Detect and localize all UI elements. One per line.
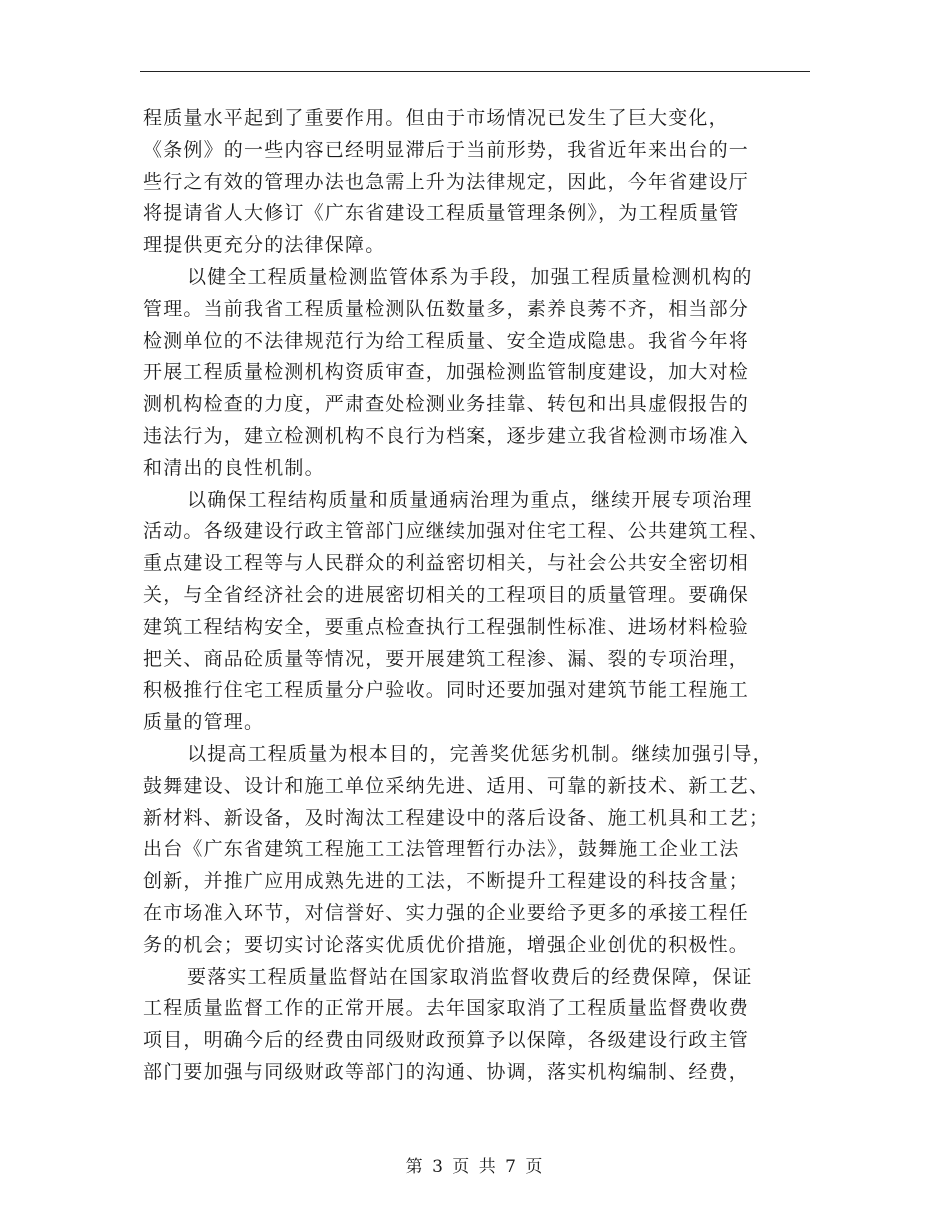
page-number: 第 3 页 共 7 页 <box>405 1157 545 1177</box>
text-line: 质量的管理。 <box>143 711 265 734</box>
paragraph <box>143 739 808 962</box>
text-line: 务的机会；要切实讨论落实优质优价措施，增强企业创优的积极性。 <box>143 933 750 956</box>
text-line: 关，与全省经济社会的进展密切相关的工程项目的质量管理。要确保 <box>143 583 750 606</box>
text-line: 些行之有效的管理办法也急需上升为法律规定，因此，今年省建设厅 <box>143 170 750 193</box>
text-line: 以健全工程质量检测监管体系为手段，加强工程质量检测机构的 <box>187 265 753 288</box>
text-line: 开展工程质量检测机构资质审查，加强检测监管制度建设，加大对检 <box>143 361 750 384</box>
header-rule <box>140 71 810 72</box>
paragraph <box>143 485 808 739</box>
text-line: 将提请省人大修订《广东省建设工程质量管理条例》，为工程质量管 <box>143 202 740 225</box>
text-line: 创新，并推广应用成熟先进的工法，不断提升工程建设的科技含量； <box>143 870 750 893</box>
text-line: 出台《广东省建筑工程施工工法管理暂行办法》，鼓舞施工企业工法 <box>143 838 740 861</box>
text-line: 活动。各级建设行政主管部门应继续加强对住宅工程、公共建筑工程、 <box>143 520 770 543</box>
text-line: 违法行为，建立检测机构不良行为档案，逐步建立我省检测市场准入 <box>143 424 750 447</box>
text-line: 程质量水平起到了重要作用。但由于市场情况已发生了巨大变化， <box>143 107 729 129</box>
text-line: 项目，明确今后的经费由同级财政预算予以保障，各级建设行政主管 <box>143 1029 750 1052</box>
text-line: 以提高工程质量为根本目的，完善奖优惩劣机制。继续加强引导， <box>187 742 773 765</box>
text-line: 鼓舞建设、设计和施工单位采纳先进、适用、可靠的新技术、新工艺、 <box>143 774 770 797</box>
text-line: 积极推行住宅工程质量分户验收。同时还要加强对建筑节能工程施工 <box>143 679 750 702</box>
text-line: 和清出的良性机制。 <box>143 456 325 479</box>
document-body <box>143 103 808 1089</box>
text-line: 测机构检查的力度，严肃查处检测业务挂靠、转包和出具虚假报告的 <box>143 393 750 416</box>
text-line: 工程质量监督工作的正常开展。去年国家取消了工程质量监督费收费 <box>143 997 750 1020</box>
text-line: 要落实工程质量监督站在国家取消监督收费后的经费保障，保证 <box>187 965 753 988</box>
text-line: 在市场准入环节，对信誉好、实力强的企业要给予更多的承接工程任 <box>143 901 750 924</box>
paragraph <box>143 262 808 485</box>
text-line: 理提供更充分的法律保障。 <box>143 234 386 257</box>
text-line: 部门要加强与同级财政等部门的沟通、协调，落实机构编制、经费， <box>143 1060 750 1083</box>
text-line: 新材料、新设备，及时淘汰工程建设中的落后设备、施工机具和工艺； <box>143 806 770 829</box>
text-line: 建筑工程结构安全，要重点检查执行工程强制性标准、进场材料检验 <box>143 615 750 638</box>
text-line: 把关、商品砼质量等情况，要开展建筑工程渗、漏、裂的专项治理， <box>143 647 750 670</box>
text-line: 检测单位的不法律规范行为给工程质量、安全造成隐患。我省今年将 <box>143 329 750 352</box>
text-line: 《条例》的一些内容已经明显滞后于当前形势，我省近年来出台的一 <box>143 138 750 161</box>
paragraph <box>143 962 808 1089</box>
text-line: 以确保工程结构质量和质量通病治理为重点，继续开展专项治理 <box>187 488 753 511</box>
text-line: 重点建设工程等与人民群众的利益密切相关，与社会公共安全密切相 <box>143 552 750 575</box>
text-line: 管理。当前我省工程质量检测队伍数量多，素养良莠不齐，相当部分 <box>143 297 750 320</box>
paragraph <box>143 103 808 262</box>
